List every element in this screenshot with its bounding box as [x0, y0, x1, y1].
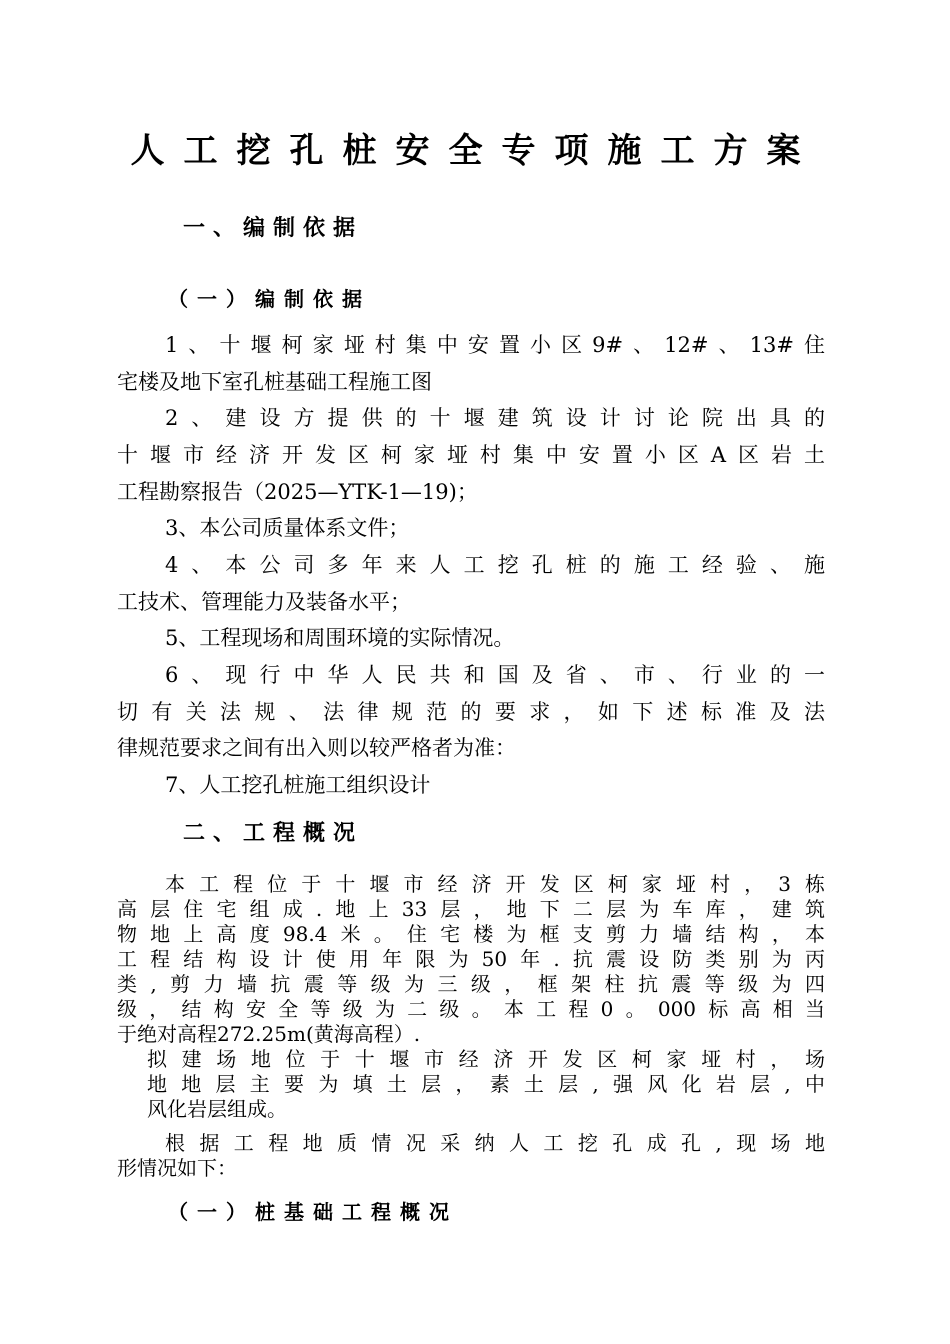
basis-item-2-line-3: 工程勘察报告（2025—YTK-1—19)；: [117, 480, 478, 504]
basis-item-6-line-3: 律规范要求之间有出入则以较严格者为准：: [117, 736, 516, 760]
overview-para-1-line-3: 物地上高度98.4米。住宅楼为框支剪力墙结构，本: [117, 922, 825, 946]
section-heading-basis: 一、编制依据: [183, 215, 364, 241]
basis-item-4-line-2: 工技术、管理能力及装备水平；: [117, 590, 411, 614]
basis-item-2-line-2: 十堰市经济开发区柯家垭村集中安置小区A区岩土: [117, 443, 825, 467]
overview-para-1-line-1: 本工程位于十堰市经济开发区柯家垭村，3栋: [165, 872, 825, 896]
section-heading-overview: 二、工程概况: [183, 820, 364, 846]
basis-item-6-line-2: 切有关法规、法律规范的要求，如下述标准及法: [117, 700, 825, 724]
document-title: 人工挖孔桩安全专项施工方案: [130, 131, 820, 171]
overview-para-3-line-2: 形情况如下：: [117, 1156, 237, 1180]
overview-para-1-line-6: 级，结构安全等级为二级。本工程0。000标高相当: [117, 997, 825, 1021]
overview-para-1-line-5: 类,剪力墙抗震等级为三级，框架柱抗震等级为四: [117, 972, 825, 996]
overview-para-3-line-1: 根据工程地质情况采纳人工挖孔成孔,现场地: [165, 1131, 825, 1155]
basis-item-1-line-2: 宅楼及地下室孔桩基础工程施工图: [117, 370, 432, 394]
basis-item-4-line-1: 4、本公司多年来人工挖孔桩的施工经验、施: [165, 553, 825, 577]
basis-item-1-line-1: 1、十堰柯家垭村集中安置小区9#、12#、13#住: [165, 333, 825, 357]
basis-item-3: 3、本公司质量体系文件；: [165, 516, 410, 540]
overview-para-2-line-1: 拟建场地位于十堰市经济开发区柯家垭村，场: [147, 1047, 825, 1071]
basis-item-6-line-1: 6、现行中华人民共和国及省、市、行业的一: [165, 663, 825, 687]
overview-para-1-line-2: 高层住宅组成.地上33层，地下二层为车库，建筑: [117, 897, 825, 921]
overview-para-1-line-4: 工程结构设计使用年限为50年.抗震设防类别为丙: [117, 947, 825, 971]
overview-para-1-line-7: 于绝对高程272.25m(黄海高程）.: [117, 1022, 421, 1046]
overview-para-2-line-2: 地地层主要为填土层，素土层,强风化岩层,中: [147, 1072, 825, 1096]
basis-item-7: 7、人工挖孔桩施工组织设计: [165, 773, 431, 797]
overview-para-2-line-3: 风化岩层组成。: [147, 1097, 287, 1121]
basis-item-5: 5、工程现场和周围环境的实际情况。: [165, 626, 515, 650]
subsection-heading-basis: （一）编制依据: [168, 287, 371, 311]
basis-item-2-line-1: 2、建设方提供的十堰建筑设计讨论院出具的: [165, 406, 825, 430]
subsection-heading-pile-foundation: （一）桩基础工程概况: [168, 1200, 458, 1224]
